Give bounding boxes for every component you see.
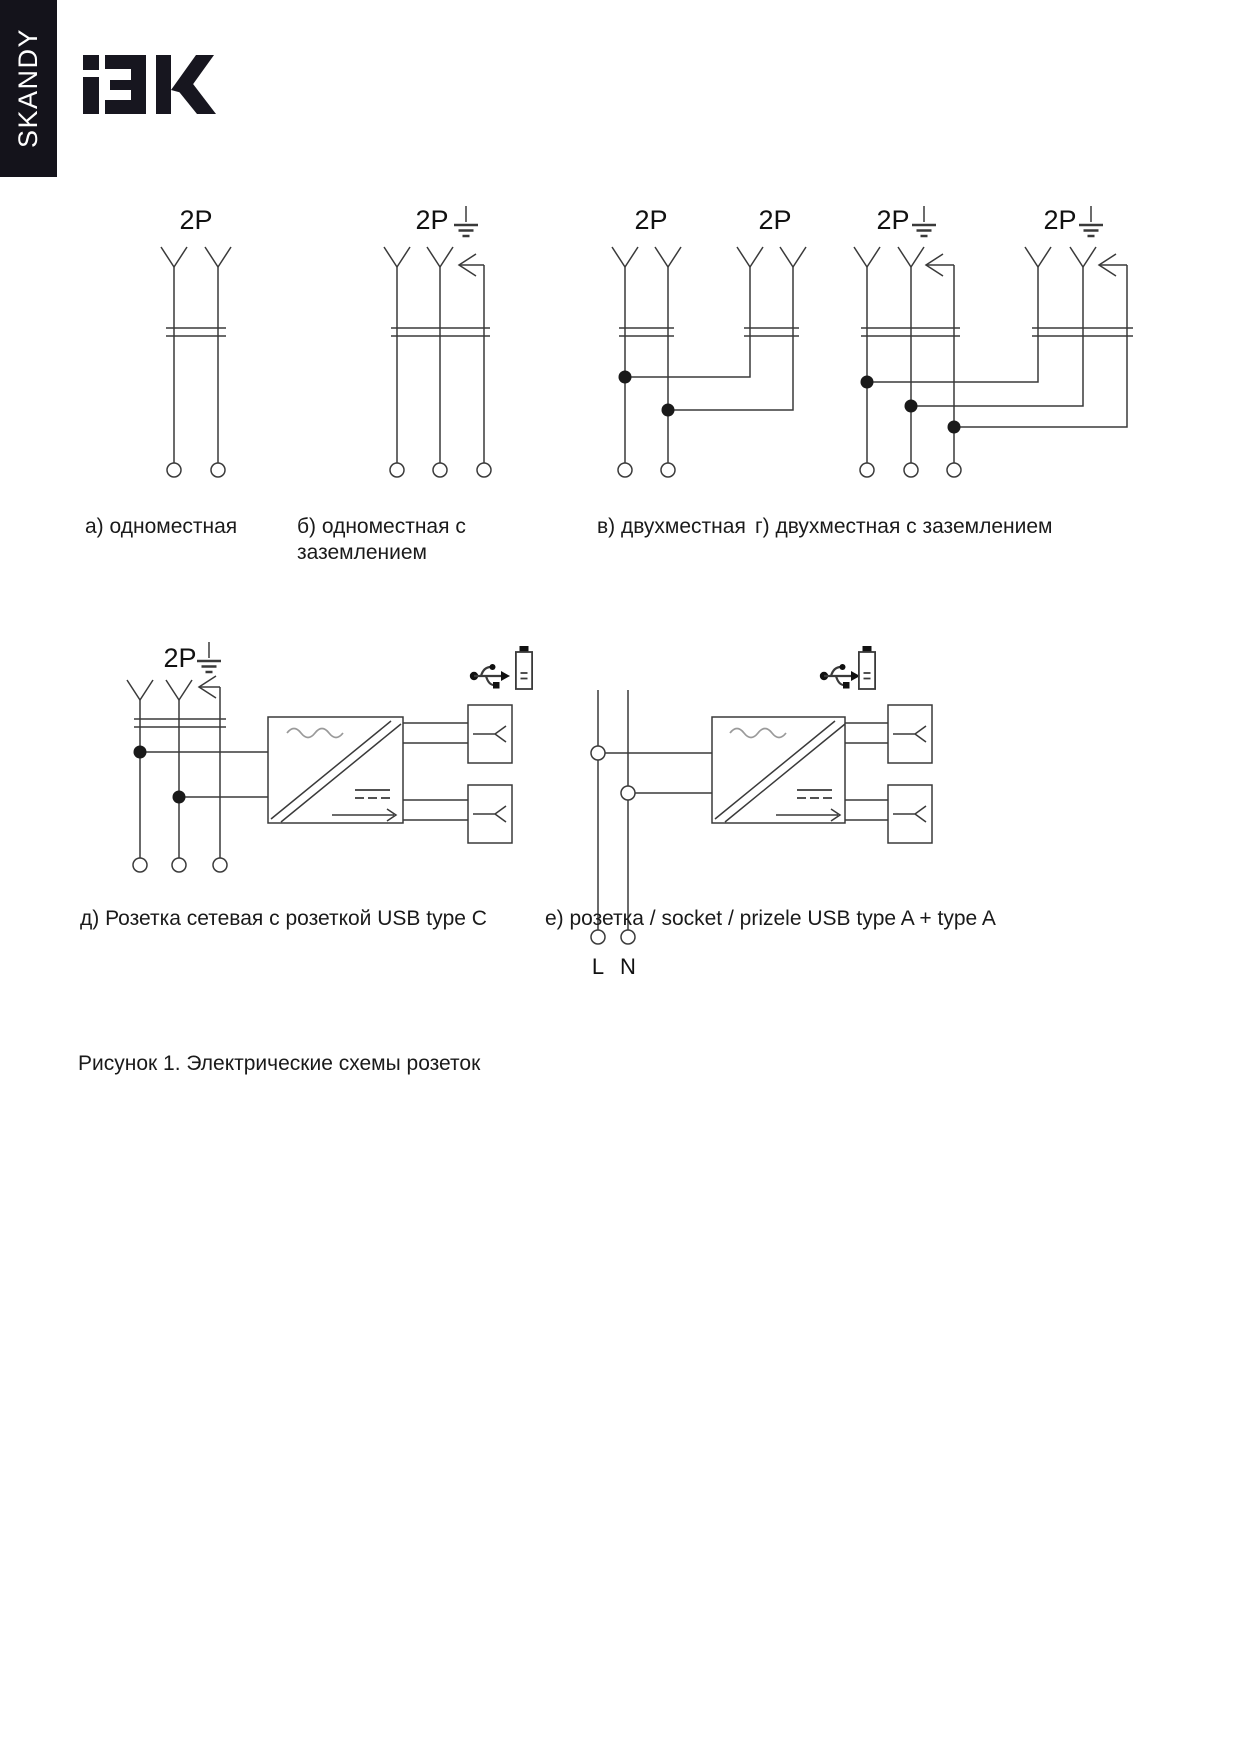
series-banner-label: SKANDY	[13, 28, 43, 149]
usb-icon	[820, 664, 860, 689]
junction-dot	[173, 791, 186, 804]
output-arrow	[332, 809, 396, 821]
ground-icon	[912, 206, 936, 236]
caption-g: г) двухместная с заземлением	[755, 515, 1053, 538]
terminal-circle	[172, 858, 186, 872]
ac-wave-icon	[730, 729, 786, 738]
caption-b	[297, 514, 466, 566]
converter-diagonal	[715, 721, 845, 822]
diagram-v-label-left: 2P	[634, 205, 668, 235]
terminal-circle	[211, 463, 225, 477]
diagram-b-label: 2P	[415, 205, 449, 235]
usb-port-contact-icon	[893, 726, 926, 742]
diagram-g-label-right: 2P	[1043, 205, 1077, 235]
terminal-circle	[167, 463, 181, 477]
junction-dot	[662, 404, 675, 417]
socket-contact-icon	[1070, 247, 1096, 267]
junction-terminal	[591, 746, 605, 760]
battery-icon	[859, 646, 875, 689]
socket-contact-icon	[854, 247, 880, 267]
battery-icon	[516, 646, 532, 689]
diagram-a	[161, 205, 231, 477]
diagram-d	[127, 642, 532, 872]
usb-port-contact-icon	[473, 806, 506, 822]
figure-caption: Рисунок 1. Электрические схемы розеток	[78, 1052, 481, 1075]
socket-face	[166, 328, 226, 336]
terminal-circle	[947, 463, 961, 477]
caption-a: а) одноместная	[85, 515, 238, 538]
terminal-circle	[390, 463, 404, 477]
socket-face	[861, 328, 1133, 336]
socket-contact-icon	[127, 680, 153, 700]
junction-dot	[619, 371, 632, 384]
converter-box	[268, 717, 403, 823]
wires	[867, 265, 1127, 463]
terminal-circle	[904, 463, 918, 477]
socket-contact-icon	[161, 247, 187, 267]
dc-symbol	[355, 790, 390, 798]
ground-icon	[1079, 206, 1103, 236]
usb-icon	[470, 664, 510, 689]
dc-symbol	[797, 790, 832, 798]
diagram-v-label-right: 2P	[758, 205, 792, 235]
socket-face	[619, 328, 799, 336]
output-arrow	[776, 809, 840, 821]
terminal-circle	[618, 463, 632, 477]
diagram-a-label: 2P	[179, 205, 213, 235]
terminal-circle	[621, 930, 635, 944]
junction-dot	[861, 376, 874, 389]
ground-icon	[197, 642, 221, 672]
socket-contact-icon	[655, 247, 681, 267]
terminal-circle	[661, 463, 675, 477]
caption-d: д) Розетка сетевая с розеткой USB type C	[80, 907, 487, 930]
iek-logo	[83, 55, 216, 114]
converter-box	[712, 717, 845, 823]
terminal-circle	[591, 930, 605, 944]
wires	[625, 267, 793, 463]
usb-port-contact-icon	[473, 726, 506, 742]
caption-b-line2: заземлением	[297, 541, 427, 564]
wires	[174, 267, 218, 463]
ac-wave-icon	[287, 729, 343, 738]
socket-contact-icon	[384, 247, 410, 267]
converter-diagonal	[271, 721, 401, 822]
usb-port-contact-icon	[893, 806, 926, 822]
wires	[598, 690, 712, 930]
line-label: L	[591, 954, 605, 979]
socket-contact-icon	[898, 247, 924, 267]
diagram-b	[384, 205, 491, 477]
caption-e: е) розетка / socket / prizele USB type A + type A	[545, 907, 996, 930]
output-wires	[403, 723, 468, 820]
junction-dot	[905, 400, 918, 413]
terminal-circle	[133, 858, 147, 872]
socket-contact-icon	[612, 247, 638, 267]
ground-icon	[454, 206, 478, 236]
junction-terminal	[621, 786, 635, 800]
junction-dot	[948, 421, 961, 434]
junction-dot	[134, 746, 147, 759]
output-wires	[845, 723, 888, 820]
caption-v: в) двухместная	[597, 515, 746, 538]
socket-contact-icon	[1025, 247, 1051, 267]
neutral-label: N	[620, 954, 636, 979]
diagram-d-label: 2P	[163, 643, 197, 673]
socket-contact-icon	[166, 680, 192, 700]
diagram-g-label-left: 2P	[876, 205, 910, 235]
socket-contact-icon	[780, 247, 806, 267]
caption-b-line1: б) одноместная с	[297, 515, 466, 538]
socket-contact-icon	[205, 247, 231, 267]
socket-contact-icon	[737, 247, 763, 267]
diagram-g	[854, 205, 1133, 477]
terminal-circle	[433, 463, 447, 477]
diagram-v	[612, 205, 806, 477]
terminal-circle	[213, 858, 227, 872]
terminal-circle	[860, 463, 874, 477]
terminal-circle	[477, 463, 491, 477]
socket-contact-icon	[427, 247, 453, 267]
wires	[397, 265, 484, 463]
socket-face	[134, 719, 226, 727]
wires	[140, 687, 268, 858]
